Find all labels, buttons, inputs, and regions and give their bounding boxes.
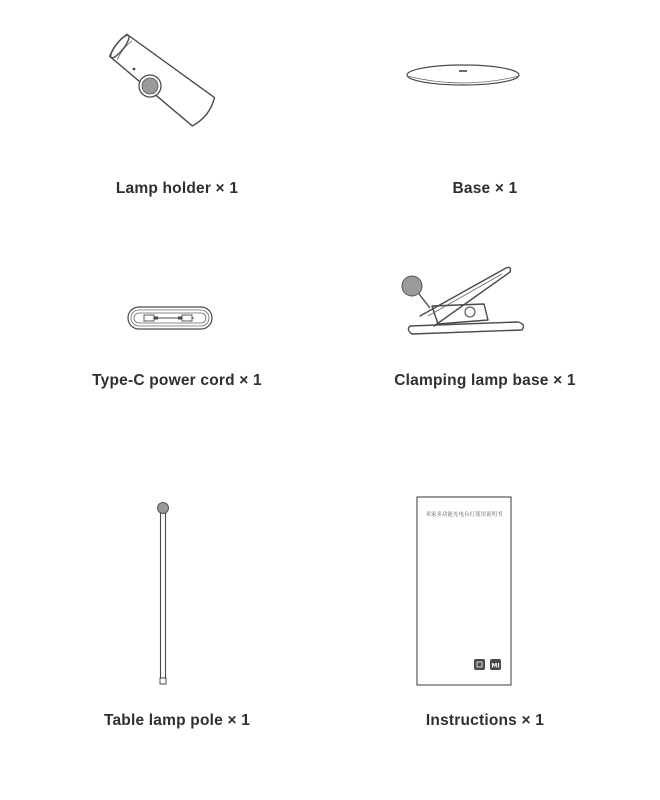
item-label: Table lamp pole × 1 [103, 712, 251, 729]
lamp-holder-icon [104, 26, 224, 136]
item-instructions [320, 480, 650, 760]
item-clamp-base [320, 250, 650, 430]
item-label: Type-C power cord × 1 [92, 372, 262, 389]
item-lamp-pole [12, 480, 342, 760]
item-label: Base × 1 [452, 180, 518, 197]
power-cord-icon [126, 304, 216, 334]
item-lamp-holder [12, 0, 342, 220]
booklet-title: 米家多功能充电台灯使用说明书 [425, 512, 503, 518]
instructions-booklet-icon [416, 496, 512, 688]
item-base [320, 0, 650, 220]
item-label: Instructions × 1 [425, 712, 545, 729]
clamp-base-icon [398, 264, 533, 344]
base-disc-icon [405, 62, 525, 92]
lamp-pole-icon [154, 500, 174, 690]
item-power-cord [12, 250, 342, 430]
item-label: Clamping lamp base × 1 [394, 372, 576, 389]
booklet-logo: MI [491, 662, 500, 670]
item-label: Lamp holder × 1 [115, 180, 239, 197]
